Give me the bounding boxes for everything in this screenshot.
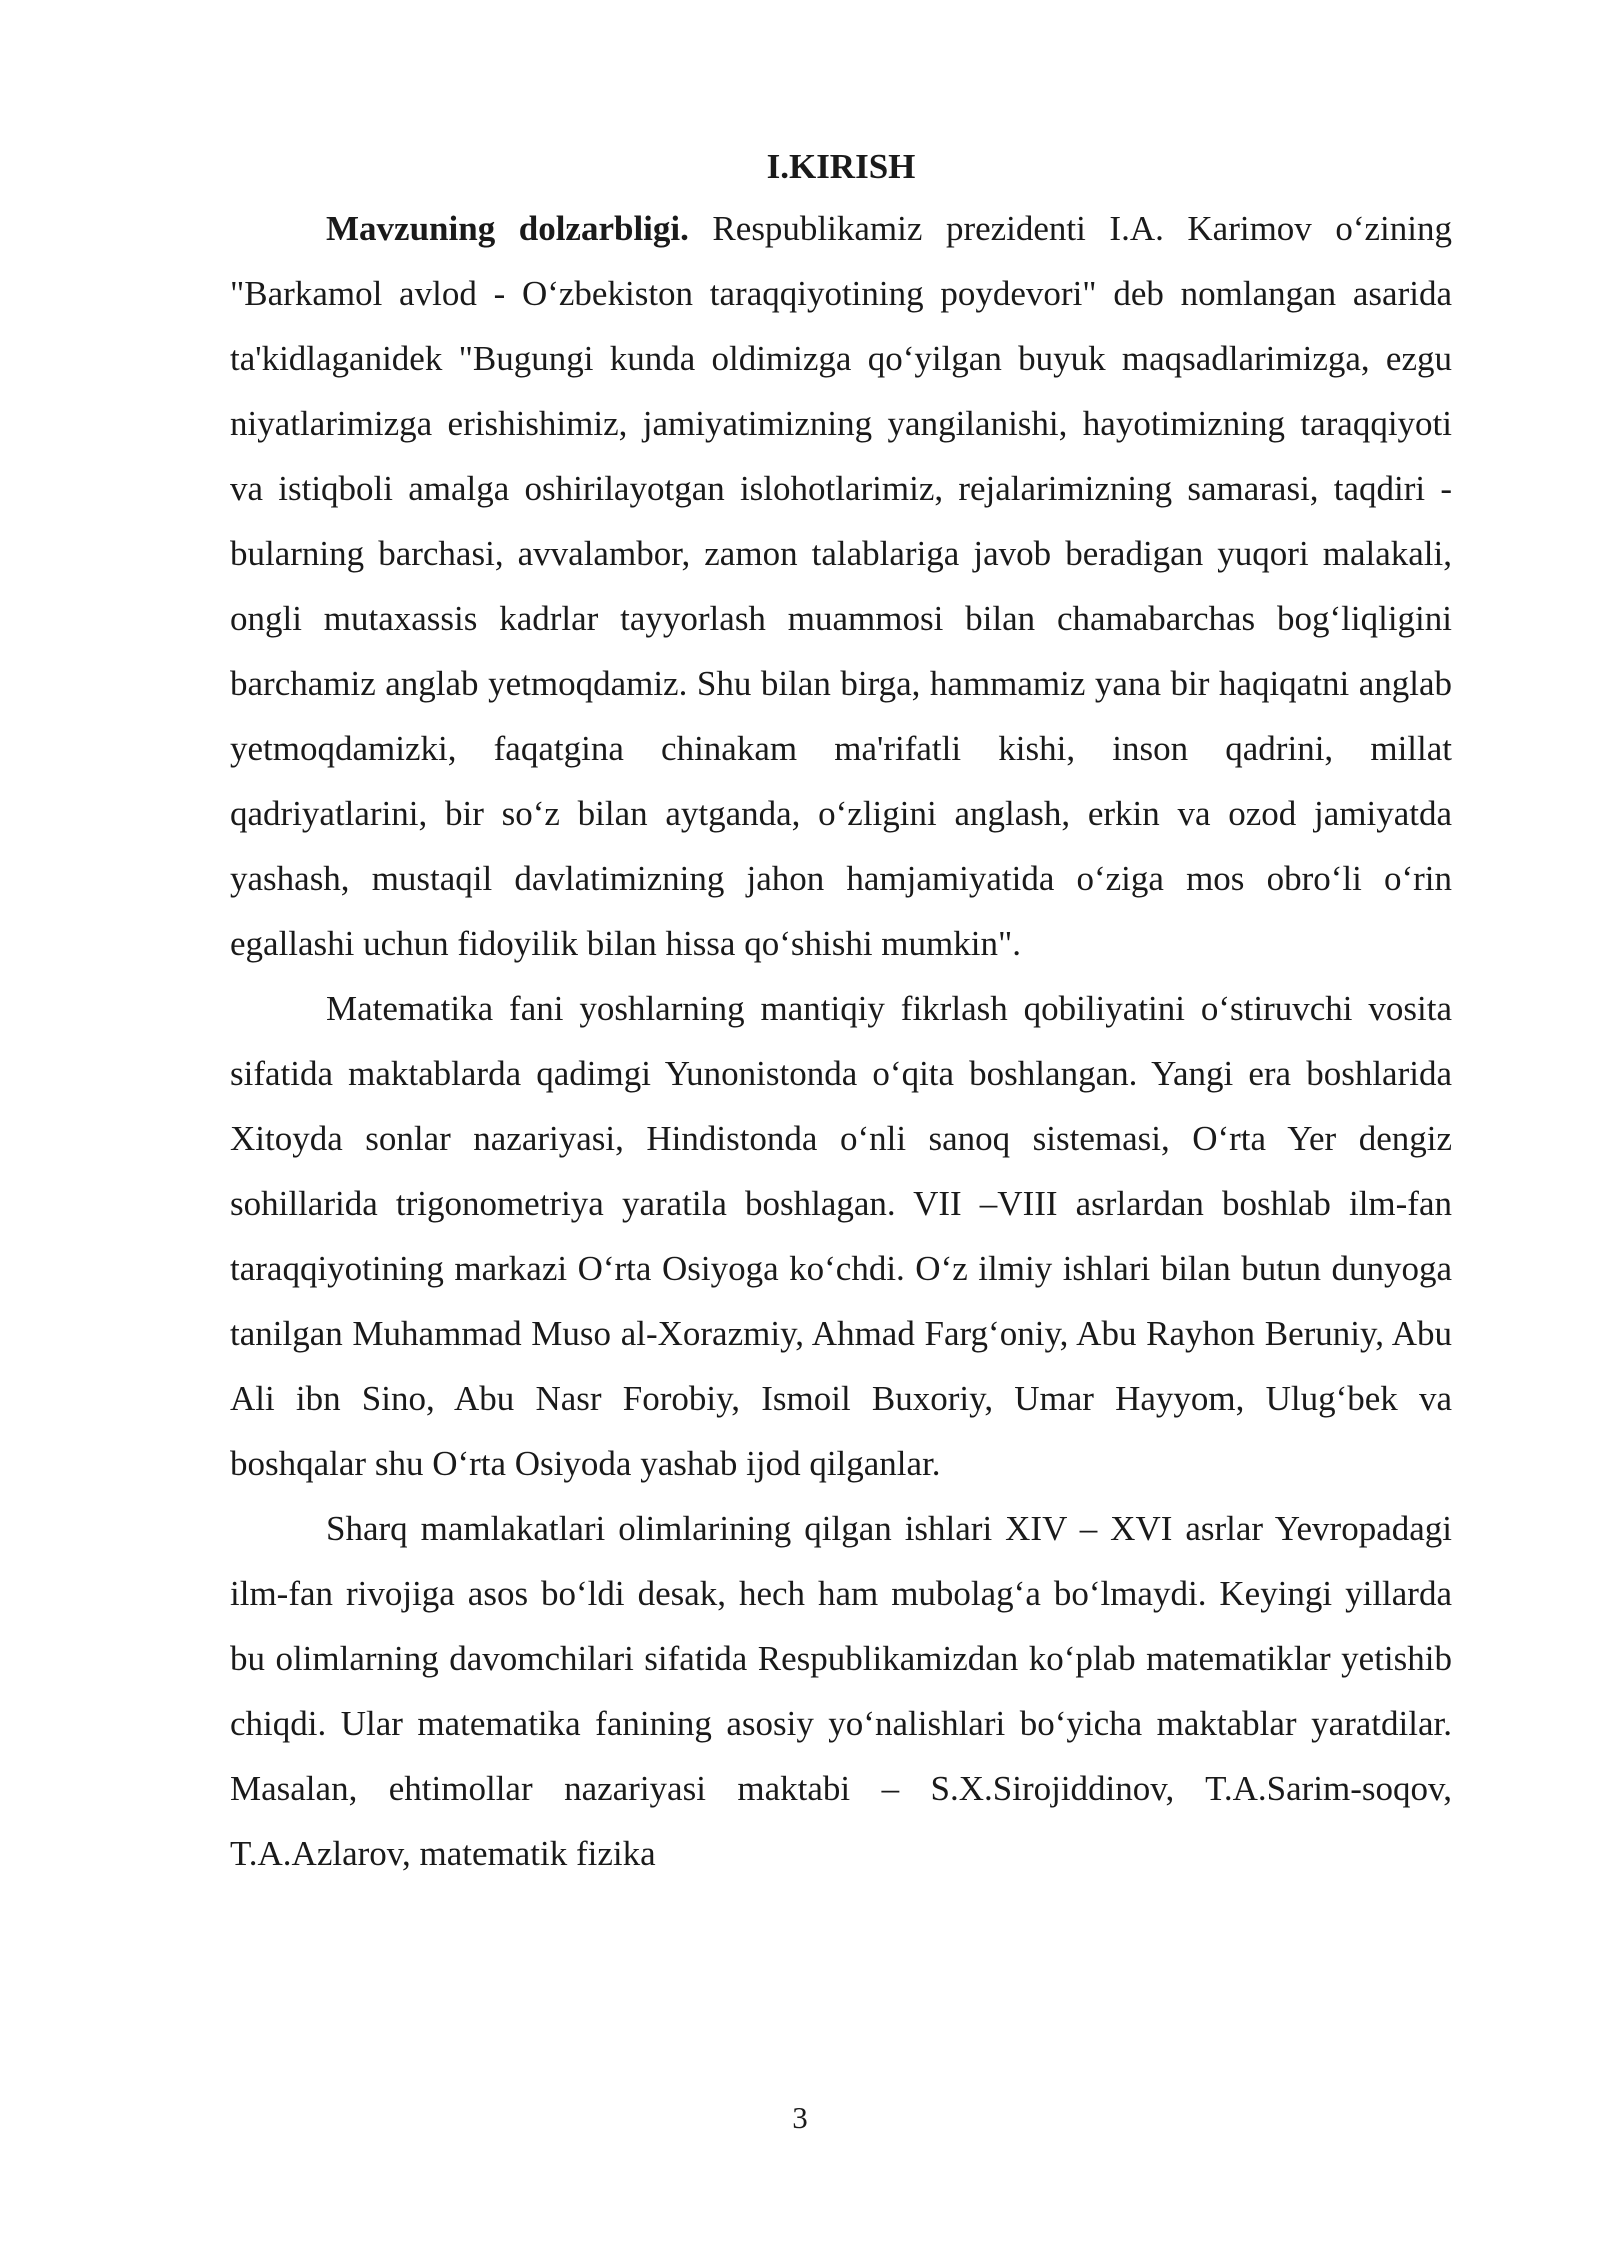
- paragraph-text: Respublikamiz prezidenti I.A. Karimov o‘zining "Barkamol avlod - O‘zbekiston taraqqiyotining poydevori" deb nomlangan asarida ta'kidlaganidek "Bugungi kunda oldimizga qo‘yilgan buyuk maqsadlarimizga, ezgu niyatlarimizga erishishimiz, jamiyatimizning yangilanishi, hayotimizning taraqqiyoti va istiqboli amalga oshirilayotgan islohotlarimiz, rejalarimizning samarasi, taqdiri - bularning barchasi, avvalambor, zamon talablariga javob beradigan yuqori malakali, ongli mutaxassis kadrlar tayyorlash muammosi bilan chamabarchas bog‘liqligini barchamiz anglab yetmoqdamiz. Shu bilan birga, hammamiz yana bir haqiqatni anglab yetmoqdamizki, faqatgina chinakam ma'rifatli kishi, inson qadrini, millat qadriyatlarini, bir so‘z bilan aytganda, o‘zligini anglash, erkin va ozod jamiyatda yashash, mustaqil davlatimizning jahon hamjamiyatida o‘ziga mos obro‘li o‘rin egallashi uchun fidoyilik bilan hissa qo‘shishi mumkin".: [230, 209, 1452, 963]
- paragraph-text: Sharq mamlakatlari olimlarining qilgan ishlari XIV – XVI asrlar Yevropadagi ilm-fan rivojiga asos bo‘ldi desak, hech ham mubolag‘a bo‘lmaydi. Keyingi yillarda bu olimlarning davomchilari sifatida Respublikamizdan ko‘plab matematiklar yetishib chiqdi. Ular matematika fanining asosiy yo‘nalishlari bo‘yicha maktablar yaratdilar. Masalan, ehtimollar nazariyasi maktabi – S.X.Sirojiddinov, T.A.Sarim-soqov, T.A.Azlarov, matematik fizika: [230, 1509, 1452, 1873]
- page-number: 3: [792, 2100, 808, 2135]
- section-heading: I.KIRISH: [766, 147, 916, 186]
- paragraph-text: Matematika fani yoshlarning mantiqiy fikrlash qobiliyatini o‘stiruvchi vosita sifatida maktablarda qadimgi Yunonistonda o‘qita boshlangan. Yangi era boshlarida Xitoyda sonlar nazariyasi, Hindistonda o‘nli sanoq sistemasi, O‘rta Yer dengiz sohillarida trigonometriya yaratila boshlagan. VII –VIII asrlardan boshlab ilm-fan taraqqiyotining markazi O‘rta Osiyoga ko‘chdi. O‘z ilmiy ishlari bilan butun dunyoga tanilgan Muhammad Muso al-Xorazmiy, Ahmad Farg‘oniy, Abu Rayhon Beruniy, Abu Ali ibn Sino, Abu Nasr Forobiy, Ismoil Buxoriy, Umar Hayyom, Ulug‘bek va boshqalar shu O‘rta Osiyoda yashab ijod qilganlar.: [230, 989, 1452, 1483]
- paragraph-lead-bold: Mavzuning dolzarbligi.: [326, 209, 689, 248]
- paragraph-relevance: [230, 196, 1452, 976]
- page-content: [230, 138, 1452, 1886]
- paragraph-mathematics-history: [230, 976, 1452, 1496]
- paragraph-eastern-scholars: [230, 1496, 1452, 1886]
